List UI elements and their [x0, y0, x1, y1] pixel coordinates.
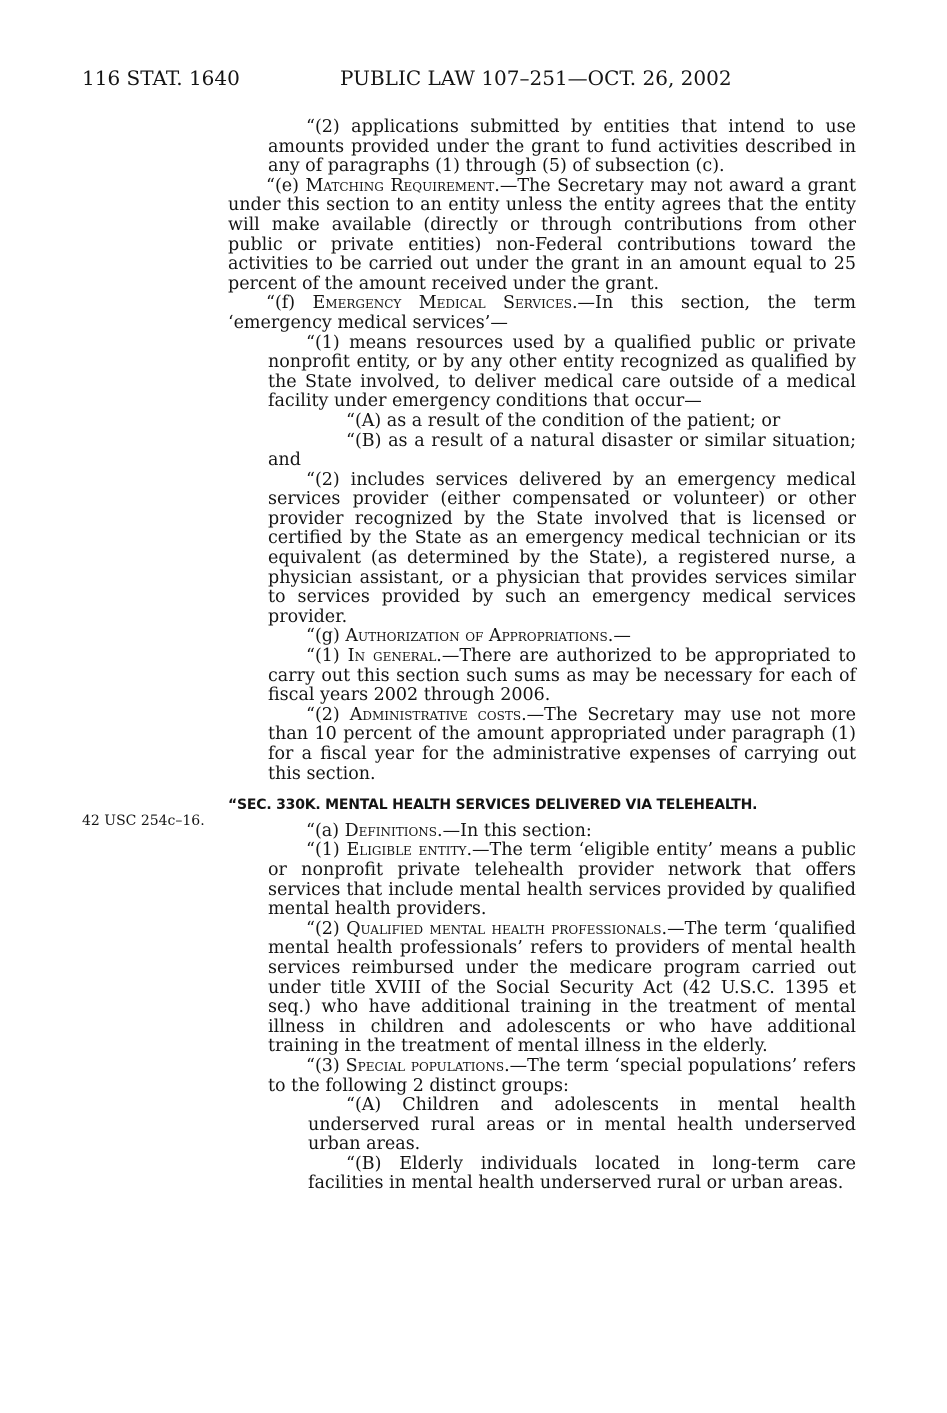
text-run: “(a) [306, 820, 345, 841]
subsection-heading: Special populations [345, 1055, 505, 1076]
text-run: .—The term ‘qualified mental health professionals’ refers to providers of mental health services reimbursed under the medicare program carried out under title XVIII of the Social Security Act (42 U.S.C. 1395 et seq.) who have additional training in the treatment of mental illness in children and adolescents or who have additional training in the treatment of mental illness in the elderly. [268, 918, 856, 1057]
text-run: “(1) means resources used by a qualified public or private nonprofit entity, or by any other entity recognized as qualified by the State involved, to deliver medical care outside of a medical facility under emergency conditions that occur— [268, 332, 856, 412]
subsection-heading: Administrative costs [349, 704, 522, 725]
subsection-heading: In general [347, 646, 437, 667]
text-run: .— [607, 626, 631, 647]
subsection-heading: Qualified mental health professionals [346, 918, 662, 939]
law-paragraph [228, 177, 856, 295]
text-run: “(2) applications submitted by entities that intend to use amounts provided under the grant to fund activities described in any of paragraphs (1) through (5) of subsection (c). [268, 117, 856, 177]
law-paragraph [228, 822, 856, 842]
law-paragraph [228, 647, 856, 706]
law-paragraph [228, 1057, 856, 1096]
law-paragraph [228, 334, 856, 412]
text-run: .—There are authorized to be appropriated to carry out this section such sums as may be necessary for each of fiscal years 2002 through 2006. [268, 646, 856, 706]
text-run: “(1) [306, 646, 348, 667]
text-run: “(A) as a result of the condition of the patient; or [346, 410, 781, 431]
text-run: “(e) [266, 175, 306, 196]
law-paragraph [228, 432, 856, 471]
text-run: “(B) Elderly individuals located in long-term care facilities in mental health underserved rural or urban areas. [308, 1153, 856, 1194]
text-run: “(A) Children and adolescents in mental health underserved rural areas or in mental health underserved urban areas. [308, 1095, 856, 1155]
law-paragraph [228, 1096, 856, 1155]
text-run: “SEC. 330K. MENTAL HEALTH SERVICES DELIVERED VIA TELEHEALTH. [228, 797, 758, 814]
text-run: “(2) [306, 918, 347, 939]
text-run: .—In this section: [437, 820, 592, 841]
text-run: .—The term ‘special populations’ refers to the following 2 distinct groups: [268, 1055, 856, 1096]
usc-margin-note: 42 USC 254c–16. [82, 813, 205, 829]
law-paragraph [228, 627, 856, 647]
text-run: .—The Secretary may not award a grant under this section to an entity unless the entity agrees that the entity will make available (directly or through contributions from other public or private entities) non-Federal contributions toward the activities to be carried out under the grant in an amount equal to 25 percent of the amount received under the grant. [228, 175, 856, 294]
subsection-heading: Authorization of Appropriations [345, 626, 608, 647]
text-run: .—The term ‘eligible entity’ means a public or nonprofit private telehealth provider network that offers services that include mental health services provided by qualified mental health providers. [268, 840, 856, 920]
law-paragraph [228, 1155, 856, 1194]
subsection-heading: Eligible entity [346, 840, 467, 861]
law-paragraph [228, 841, 856, 919]
law-text-body [228, 118, 856, 1194]
text-run: “(1) [306, 840, 347, 861]
subsection-heading: Definitions [344, 820, 438, 841]
text-run: .—In this section, the term ‘emergency medical services’— [228, 293, 856, 333]
law-paragraph [228, 706, 856, 784]
text-run: “(3) [306, 1055, 346, 1076]
section-heading [228, 796, 856, 816]
law-paragraph [228, 920, 856, 1057]
law-paragraph [228, 471, 856, 628]
text-run: .—The Secretary may use not more than 10 percent of the amount appropriated under paragraph (1) for a fiscal year for the administrative expenses of carrying out this section. [268, 704, 856, 784]
text-run: “(g) [306, 626, 346, 647]
stat-page-number: 116 STAT. 1640 [82, 66, 240, 90]
text-run: “(B) as a result of a natural disaster or similar situation; and [268, 430, 856, 471]
law-paragraph [228, 294, 856, 333]
subsection-heading: Emergency Medical Services [312, 293, 572, 314]
law-paragraph [228, 118, 856, 177]
text-run: “(f) [266, 293, 313, 314]
public-law-citation: PUBLIC LAW 107–251—OCT. 26, 2002 [340, 66, 732, 90]
law-paragraph [228, 412, 856, 432]
subsection-heading: Matching Requirement [305, 175, 495, 196]
text-run: “(2) includes services delivered by an emergency medical services provider (either compensated or volunteer) or other provider recognized by the State involved that is licensed or certified by the State as an emergency medical technician or its equivalent (as determined by the State), a registered nurse, a physician assistant, or a physician that provides services similar to services provided by such an emergency medical services provider. [268, 469, 856, 627]
text-run: “(2) [306, 704, 350, 725]
